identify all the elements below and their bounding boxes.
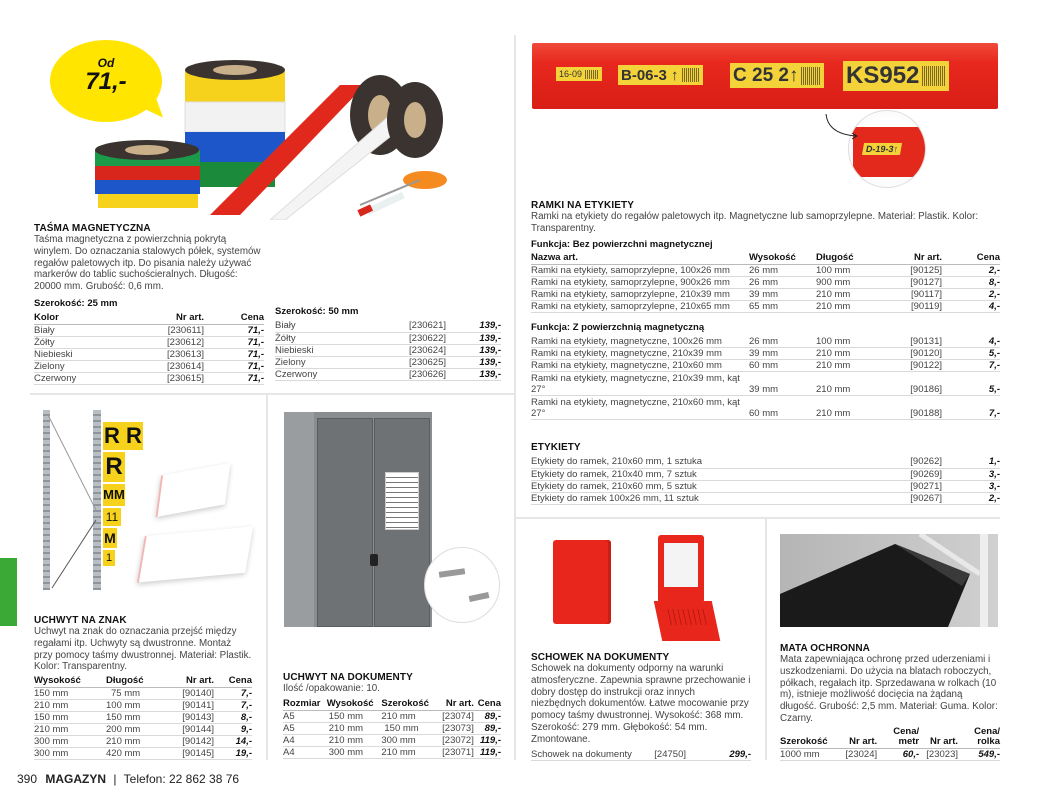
price-prefix: Od (97, 56, 115, 70)
cell: [90188] (898, 396, 942, 420)
cell: 150 mm (34, 688, 106, 700)
label-rail-image (532, 43, 998, 109)
cell: 26 mm (749, 336, 816, 348)
table-row (531, 348, 1000, 360)
table-row (34, 336, 264, 348)
price-cell: 139,- (446, 344, 501, 356)
col-header: Szerokość (381, 698, 436, 711)
product-title: UCHWYT NA ZNAK (34, 615, 127, 626)
col-header: Nr art. (898, 252, 942, 265)
product-description: Ramki na etykiety do regałów paletowych itp. Magnetyczne lub samoprzylepne. Materiał: Plastik. Kolor: Transparentny. (531, 211, 979, 234)
barcode-icon (801, 67, 821, 85)
product-title: UCHWYT NA DOKUMENTY (283, 672, 413, 683)
rail-label-text: D-19-3↑ (865, 144, 899, 154)
cell: Ramki na etykiety, magnetyczne, 210x60 mm (531, 360, 749, 372)
cell: 100 mm (816, 336, 898, 348)
cell: Zielony (34, 360, 125, 372)
table-subtitle: Szerokość: 25 mm (34, 297, 118, 309)
protective-mat-image (780, 534, 998, 627)
cell: Niebieski (275, 344, 366, 356)
rail-label (843, 61, 949, 91)
arrow-icon (822, 112, 862, 142)
cell: 150 mm (381, 722, 436, 734)
cell: 900 mm (816, 276, 898, 288)
col-header: Cena/ rolka (958, 727, 1000, 749)
table-row (275, 332, 501, 344)
col-header: Długość (816, 252, 898, 265)
cell: Ramki na etykiety, magnetyczne, 100x26 mm (531, 336, 749, 348)
rail-label (862, 143, 902, 155)
cell: Etykiety do ramek, 210x60 mm, 5 sztuk (531, 480, 878, 492)
cell: 210 mm (34, 700, 106, 712)
price-cell: 89,- (474, 710, 501, 722)
price-cell: 71,- (204, 360, 264, 372)
table-row (531, 749, 751, 761)
col-header: Cena (204, 312, 264, 325)
table-row (531, 300, 1000, 312)
product-title: ETYKIETY (531, 442, 581, 453)
cell: [230624] (366, 344, 446, 356)
col-header: Kolor (34, 312, 125, 325)
cell: [90267] (878, 492, 942, 504)
cell: 210 mm (816, 372, 898, 396)
section-tab-marker (0, 558, 17, 626)
table-row (531, 288, 1000, 300)
table-row (531, 276, 1000, 288)
column-divider (514, 35, 516, 760)
cell: Ramki na etykiety, samoprzylepne, 210x39 mm (531, 288, 749, 300)
cell: [90143] (165, 712, 215, 724)
price-cell: 4,- (942, 336, 1000, 348)
table-row (283, 710, 501, 722)
page-footer (17, 772, 239, 786)
cell: 210 mm (816, 348, 898, 360)
barcode-icon (922, 66, 946, 86)
product-sign-holder (34, 615, 252, 760)
price-cell: 3,- (942, 468, 1000, 480)
table-row (531, 360, 1000, 372)
cell: 210 mm (381, 746, 436, 758)
price-cell: 71,- (204, 372, 264, 384)
cell: 210 mm (34, 724, 106, 736)
sign-letter: 11 (103, 508, 121, 526)
cell: [23024] (838, 748, 877, 760)
price-cell: 8,- (942, 276, 1000, 288)
table-row (531, 480, 1000, 492)
product-label-frames (531, 200, 1000, 420)
col-header: Wysokość (327, 698, 382, 711)
cell: Czerwony (275, 368, 366, 380)
cell: 150 mm (34, 712, 106, 724)
price-cell: 3,- (942, 480, 1000, 492)
cell: 420 mm (106, 748, 165, 760)
cell: Żółty (275, 332, 366, 344)
price-cell: 139,- (446, 356, 501, 368)
cell: [90117] (898, 288, 942, 300)
price-cell: 299,- (686, 749, 751, 761)
cell: 26 mm (749, 276, 816, 288)
cell: [90271] (878, 480, 942, 492)
sign-letter: R (103, 452, 125, 482)
table-row (34, 748, 252, 760)
col-header: Nr art. (919, 727, 958, 749)
col-header: Nr art. (125, 312, 204, 325)
table-subtitle: Szerokość: 50 mm (275, 306, 359, 317)
cell: [90131] (898, 336, 942, 348)
label-frames-table (531, 252, 1000, 313)
cell: Etykiety do ramek 100x26 mm, 11 sztuk (531, 492, 878, 504)
col-header: Cena (474, 698, 501, 711)
product-document-holder (283, 672, 501, 759)
cell: [90127] (898, 276, 942, 288)
product-title: TAŚMA MAGNETYCZNA (34, 223, 151, 234)
protective-mat-table (780, 727, 1000, 761)
column-divider (266, 395, 268, 760)
cell: 210 mm (816, 288, 898, 300)
price-cell: 139,- (446, 332, 501, 344)
cell: [230625] (366, 356, 446, 368)
col-header: Nazwa art. (531, 252, 749, 265)
price-cell: 4,- (942, 300, 1000, 312)
rail-label (618, 65, 703, 85)
price-cell: 2,- (942, 288, 1000, 300)
magnetic-frames-table (531, 336, 1000, 421)
product-protective-mat (780, 643, 1000, 761)
cell: 300 mm (327, 746, 382, 758)
price-cell: 139,- (446, 320, 501, 332)
cell: [23073] (437, 722, 474, 734)
cell: 65 mm (749, 300, 816, 312)
cell: 75 mm (106, 688, 165, 700)
product-magnetic-tape (34, 223, 264, 385)
phone-number: Telefon: 22 862 38 76 (123, 772, 240, 786)
table-row (283, 734, 501, 746)
rail-label-text: KS952 (846, 62, 920, 89)
page-number: 390 (17, 772, 38, 786)
cell: [90120] (898, 348, 942, 360)
price-cell: 7,- (942, 396, 1000, 420)
cell: Ramki na etykiety, samoprzylepne, 900x26 mm (531, 276, 749, 288)
price-cell: 1,- (942, 456, 1000, 468)
barcode-icon (585, 70, 599, 79)
table-row (34, 324, 264, 336)
table-row (34, 372, 264, 384)
cell: [230613] (125, 348, 204, 360)
table-row (531, 492, 1000, 504)
price-cell: 139,- (446, 368, 501, 380)
table-row (34, 348, 264, 360)
rail-label (730, 63, 824, 88)
cell: 210 mm (816, 360, 898, 372)
footer-separator: | (113, 772, 117, 786)
barcode-icon (682, 68, 700, 82)
product-description: Taśma magnetyczna z powierzchnią pokrytą winylem. Do oznaczania stalowych półek, systemów regałów paletowych itp. Do pisania należy używać markerów do tablic suchościeralnych. Długość: 20000 mm. Grubość: 0,6 mm. (34, 234, 261, 293)
cell: [90269] (878, 468, 942, 480)
cell: 210 mm (816, 300, 898, 312)
table-row (34, 724, 252, 736)
cell: 26 mm (749, 264, 816, 276)
cell: Niebieski (34, 348, 125, 360)
sign-letter: 1 (103, 550, 115, 566)
price-value: 71,- (85, 68, 127, 95)
price-cell: 2,- (942, 492, 1000, 504)
rail-label-text: C 25 2↑ (733, 64, 799, 86)
row-divider (516, 517, 1000, 519)
cell: [90262] (878, 456, 942, 468)
table-row (283, 722, 501, 734)
col-header: Cena/ metr (877, 727, 919, 749)
cell: [230612] (125, 336, 204, 348)
col-header: Długość (106, 675, 165, 688)
cell: [230614] (125, 360, 204, 372)
price-cell: 9,- (214, 724, 252, 736)
cell: [23071] (437, 746, 474, 758)
product-labels (531, 442, 1000, 505)
lock-icon (370, 554, 378, 566)
table-row (531, 264, 1000, 276)
rail-label-text: B-06-3 ↑ (621, 66, 679, 84)
cell: [23072] (437, 734, 474, 746)
price-cell: 19,- (214, 748, 252, 760)
cell: 210 mm (106, 736, 165, 748)
cell: [230622] (366, 332, 446, 344)
cell: Biały (34, 324, 125, 336)
sign-letter: MM (103, 484, 125, 506)
table-subtitle: Funkcja: Bez powierzchni magnetycznej (531, 238, 713, 250)
cell: 39 mm (749, 348, 816, 360)
cell: [90186] (898, 372, 942, 396)
table-row (531, 456, 1000, 468)
cell: 210 mm (327, 722, 382, 734)
table-row (531, 372, 1000, 396)
tape-50mm-section (275, 306, 501, 381)
cell: Ramki na etykiety, magnetyczne, 210x39 mm, kąt 27° (531, 372, 749, 396)
cell: A4 (283, 734, 327, 746)
cell: Schowek na dokumenty (531, 749, 649, 761)
price-cell: 7,- (214, 700, 252, 712)
sign-letter: R R (104, 423, 142, 448)
price-cell: 7,- (942, 360, 1000, 372)
cell: Ramki na etykiety, samoprzylepne, 210x65 mm (531, 300, 749, 312)
document-holder-table (283, 698, 501, 759)
cell: 150 mm (106, 712, 165, 724)
sign-holder-image (40, 410, 260, 595)
cell: [90142] (165, 736, 215, 748)
cell: 200 mm (106, 724, 165, 736)
table-row (34, 736, 252, 748)
cell: A5 (283, 710, 327, 722)
col-header: Wysokość (34, 675, 106, 688)
col-header: Wysokość (749, 252, 816, 265)
cell: [90119] (898, 300, 942, 312)
col-header: Szerokość (780, 727, 838, 749)
col-header: Nr art. (838, 727, 877, 749)
cell: 1000 mm (780, 748, 838, 760)
cell: [230626] (366, 368, 446, 380)
cell: [23074] (437, 710, 474, 722)
price-cell: 71,- (204, 324, 264, 336)
col-header: Rozmiar (283, 698, 327, 711)
col-header: Cena (942, 252, 1000, 265)
column-divider (765, 519, 767, 760)
cell: [230611] (125, 324, 204, 336)
product-title: SCHOWEK NA DOKUMENTY (531, 652, 670, 663)
document-sheet (385, 472, 419, 530)
cell: [90144] (165, 724, 215, 736)
price-cell: 71,- (204, 336, 264, 348)
product-description: Mata zapewniająca ochronę przed uderzeniami i uszkodzeniami. Do użycia na blatach roboczych, półkach, regałach itp. Sprzedawana w rolkach (10 m), istnieje możliwość docięcia na żądaną długość. Grubość: 2,5 mm. Materiał: Guma. Kolor: Czarny. (780, 654, 998, 724)
cabinet-image (284, 412, 432, 627)
cell: [230615] (125, 372, 204, 384)
table-row (275, 368, 501, 380)
cell: [23023] (919, 748, 958, 760)
table-row (531, 336, 1000, 348)
rail-label (556, 67, 602, 81)
table-row (283, 746, 501, 758)
product-title: MATA OCHRONNA (780, 643, 870, 654)
price-cell: 89,- (474, 722, 501, 734)
table-row (275, 320, 501, 332)
sign-holder-table (34, 675, 252, 760)
table-subtitle: Funkcja: Z powierzchnią magnetyczną (531, 321, 705, 333)
price-cell: 14,- (214, 736, 252, 748)
product-description: Uchwyt na znak do oznaczania przejść między regałami itp. Uchwyty są dwustronne. Montaż przy pomocy taśmy dwustronnej. Materiał: Plastik. Kolor: Transparentny. (34, 626, 252, 673)
labels-table (531, 456, 1000, 505)
table-row (531, 396, 1000, 420)
cell: 300 mm (381, 734, 436, 746)
product-title: RAMKI NA ETYKIETY (531, 200, 634, 211)
col-header: Cena (214, 675, 252, 688)
cell: [90122] (898, 360, 942, 372)
product-description: Ilość /opakowanie: 10. (283, 683, 380, 694)
rail-label-text: 16-09 (559, 69, 583, 79)
price-cell: 8,- (214, 712, 252, 724)
cell: 39 mm (749, 288, 816, 300)
table-row (275, 356, 501, 368)
table-row (780, 748, 1000, 760)
cell: Ramki na etykiety, samoprzylepne, 100x26 mm (531, 264, 749, 276)
cell: Czerwony (34, 372, 125, 384)
cell: [90141] (165, 700, 215, 712)
cell: 210 mm (327, 734, 382, 746)
document-box-image (550, 535, 730, 650)
col-header: Nr art. (437, 698, 474, 711)
document-box-table (531, 749, 751, 762)
cell: 210 mm (816, 396, 898, 420)
cell: Żółty (34, 336, 125, 348)
cell: 150 mm (327, 710, 382, 722)
cell: A4 (283, 746, 327, 758)
price-cell: 5,- (942, 348, 1000, 360)
cell: 60 mm (749, 360, 816, 372)
price-cell: 2,- (942, 264, 1000, 276)
price-cell: 71,- (204, 348, 264, 360)
price-cell: 119,- (474, 734, 501, 746)
cell: [230621] (366, 320, 446, 332)
cell: 39 mm (749, 372, 816, 396)
table-row (34, 360, 264, 372)
cell: [90125] (898, 264, 942, 276)
cell: Ramki na etykiety, magnetyczne, 210x39 mm (531, 348, 749, 360)
cell: Zielony (275, 356, 366, 368)
table-row (531, 468, 1000, 480)
product-document-box (531, 652, 751, 761)
cell: Etykiety do ramek, 210x40 mm, 7 sztuk (531, 468, 878, 480)
price-cell: 119,- (474, 746, 501, 758)
section-name: MAGAZYN (45, 772, 107, 786)
price-cell: 60,- (877, 748, 919, 760)
price-cell: 549,- (958, 748, 1000, 760)
cell: Ramki na etykiety, magnetyczne, 210x60 mm, kąt 27° (531, 396, 749, 420)
cell: Etykiety do ramek, 210x60 mm, 1 sztuka (531, 456, 878, 468)
tape-25mm-table (34, 312, 264, 385)
col-header: Nr art. (165, 675, 215, 688)
cell: 210 mm (381, 710, 436, 722)
row-divider (30, 393, 514, 395)
table-row (34, 712, 252, 724)
sign-letter: M (104, 530, 116, 546)
cell: A5 (283, 722, 327, 734)
price-cell: 7,- (214, 688, 252, 700)
cell: [90145] (165, 748, 215, 760)
cell: 300 mm (34, 748, 106, 760)
cell: 100 mm (816, 264, 898, 276)
cell: [24750] (649, 749, 686, 761)
cell: 60 mm (749, 396, 816, 420)
product-description: Schowek na dokumenty odporny na warunki atmosferyczne. Zapewnia sprawne przechowanie i dobry dostęp do instrukcji oraz innych niezbędnych dokumentów. Łatwe mocowanie przy pomocy taśmy dwustronnej. Wysokość: 368 mm. Szerokość: 279 mm. Głębokość: 54 mm. Zmontowane. (531, 663, 751, 745)
cell: Biały (275, 320, 366, 332)
table-row (34, 700, 252, 712)
table-row (275, 344, 501, 356)
table-row (34, 688, 252, 700)
price-cell: 5,- (942, 372, 1000, 396)
cell: [90140] (165, 688, 215, 700)
cell: 300 mm (34, 736, 106, 748)
tape-50mm-table (275, 320, 501, 381)
cell: 100 mm (106, 700, 165, 712)
holder-detail-image (424, 547, 500, 623)
